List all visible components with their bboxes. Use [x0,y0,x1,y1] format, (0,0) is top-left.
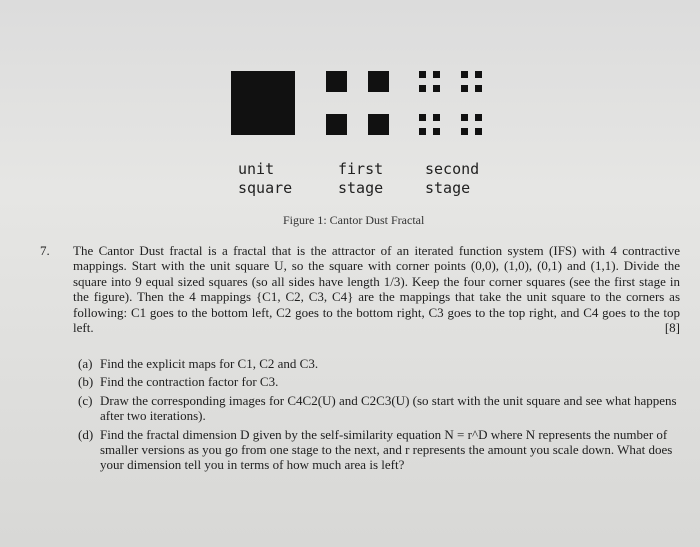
part-label: (c) [78,392,93,408]
cantor-dust-figure [0,0,700,200]
label-line: unit [238,160,275,178]
part-text: Find the contraction factor for C3. [100,374,279,390]
first-stage-square-bottom-left [326,114,347,135]
part-label: (b) [78,374,94,390]
first-stage-square-top-left [326,71,347,92]
unit-square-shape [231,71,295,135]
label-line: first [338,160,384,178]
first-stage-square-bottom-right [368,114,389,135]
second-stage-square [433,85,440,92]
label-second-stage [425,160,479,198]
list-item [78,374,678,389]
second-stage-square [433,114,440,121]
part-text: Find the explicit maps for C1, C2 and C3. [100,356,319,371]
problem-parts-list [78,356,678,476]
part-text: Find the fractal dimension D given by the self-similarity equation N = r^D where N represents the number of smaller versions as you go from one stage to the next, and r represents the amount you scale down. What does your dimension tell you in terms of how much area is left? [100,426,673,473]
second-stage-square [475,85,482,92]
part-text: Draw the corresponding images for C4C2(U) and C2C3(U) (so start with the unit square and see what happens after two iterations). [100,392,677,424]
problem-statement [40,243,680,335]
second-stage-square [461,114,468,121]
second-stage-square [461,128,468,135]
label-line: stage [425,179,471,197]
label-line: stage [338,179,384,197]
second-stage-square [419,114,426,121]
label-line: second [425,160,480,178]
list-item [78,427,678,473]
second-stage-square [461,71,468,78]
second-stage-square [419,71,426,78]
list-item [78,356,678,371]
second-stage-square [475,71,482,78]
label-first-stage [338,160,383,198]
second-stage-square [419,85,426,92]
second-stage-square [433,128,440,135]
marks-badge: [8] [664,320,680,336]
problem-text: The Cantor Dust fractal is a fractal that is the attractor of an iterated function system (IFS) with 4 contractive mappings. Start with the unit square U, so the square with corner points (0,0), (1,0), (0,1) and (1,1). Divide the square into 9 equal sized squares (so all sides have length 1/3). Keep the four corner squares (see the first stage in the figure). Then the 4 mappings {C1, C2, C3, C4} are the mappings that take the unit square to the corners as following: C1 goes to the bottom left, C2 goes to the bottom right, C3 goes to the top right, and C4 goes to the top left. [73,243,680,336]
second-stage-square [461,85,468,92]
part-label: (a) [78,356,93,371]
figure-caption: Figure 1: Cantor Dust Fractal [283,213,425,227]
part-label: (d) [78,426,94,442]
second-stage-square [433,71,440,78]
list-item [78,393,678,424]
label-line: square [238,179,293,197]
second-stage-square [419,128,426,135]
problem-number: 7. [40,243,50,258]
second-stage-square [475,128,482,135]
label-unit-square [238,160,292,198]
second-stage-square [475,114,482,121]
first-stage-square-top-right [368,71,389,92]
